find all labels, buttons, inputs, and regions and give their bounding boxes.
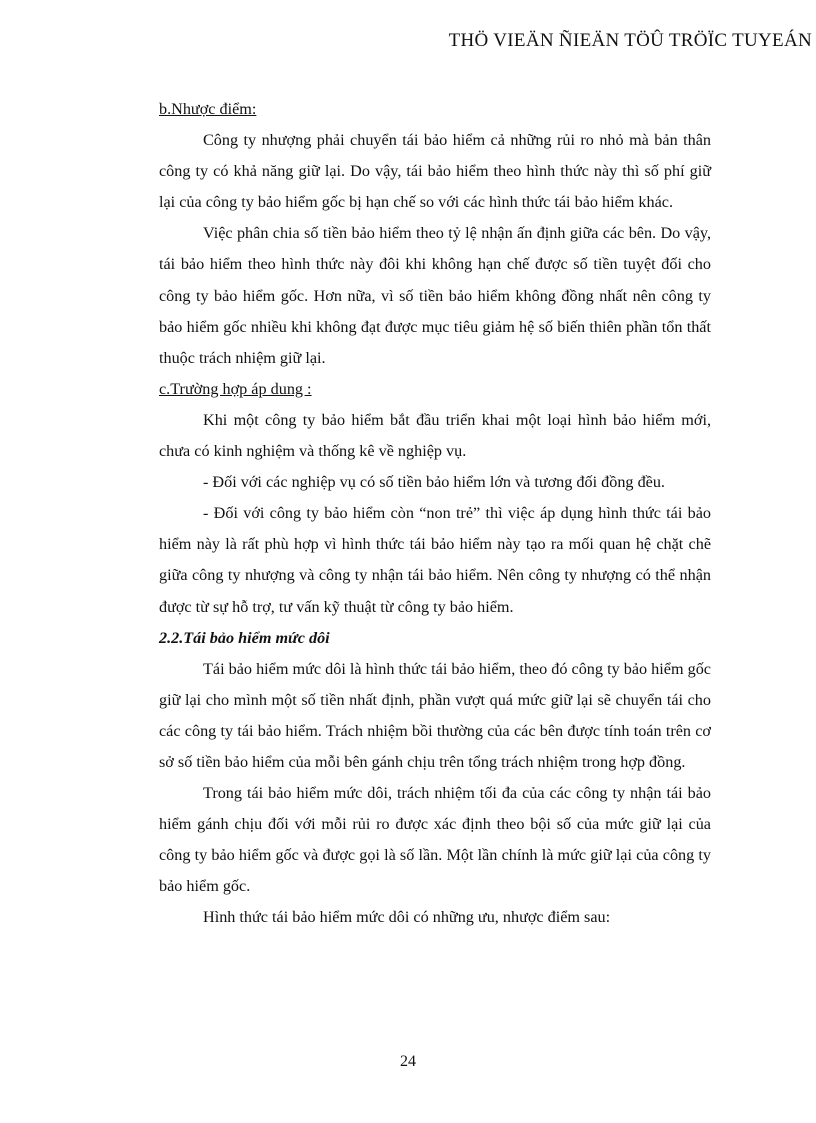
paragraph: Tái bảo hiểm mức dôi là hình thức tái bảo hiểm, theo đó công ty bảo hiểm gốc giữ lại cho mình một số tiền nhất định, phần vượt quá mức giữ lại sẽ chuyển tái cho các công ty tái bảo hiểm. Trách nhiệm bồi thường của các bên được tính toán trên cơ sở số tiền bảo hiểm của mỗi bên gánh chịu trên tổng trách nhiệm trong hợp đồng. — [159, 659, 711, 771]
paragraph: Trong tái bảo hiểm mức dôi, trách nhiệm tối đa của các công ty nhận tái bảo hiểm gánh chịu đối với mỗi rủi ro được xác định theo bội số của mức giữ lại của công ty bảo hiểm gốc và được gọi là số lần. Một lần chính là mức giữ lại của công ty bảo hiểm gốc. — [159, 784, 711, 896]
paragraph: Khi một công ty bảo hiểm bắt đầu triển khai một loại hình bảo hiểm mới, chưa có kinh nghiệm và thống kê về nghiệp vụ. — [159, 410, 711, 461]
paragraph: Việc phân chia số tiền bảo hiểm theo tỷ lệ nhận ấn định giữa các bên. Do vậy, tái bảo hiểm theo hình thức này đôi khi không hạn chế được số tiền tuyệt đối cho công ty bảo hiểm gốc. Hơn nữa, vì số tiền bảo hiểm không đồng nhất nên công ty bảo hiểm gốc nhiều khi không đạt được mục tiêu giảm hệ số biến thiên phần tổn thất thuộc trách nhiệm giữ lại. — [159, 224, 711, 367]
paragraph: Công ty nhượng phải chuyển tái bảo hiểm cả những rủi ro nhỏ mà bản thân công ty có khả năng giữ lại. Do vậy, tái bảo hiểm theo hình thức này thì số phí giữ lại của công ty bảo hiểm gốc bị hạn chế so với các hình thức tái bảo hiểm khác. — [159, 131, 711, 212]
document-body — [159, 94, 711, 934]
paragraph: Hình thức tái bảo hiểm mức dôi có những ưu, nhược điểm sau: — [203, 908, 611, 927]
subheading-disadvantages: b.Nhược điểm: — [159, 100, 257, 118]
page-number: 24 — [400, 1053, 416, 1070]
paragraph: - Đối với công ty bảo hiểm còn “non trẻ” thì việc áp dụng hình thức tái bảo hiểm này là rất phù hợp vì hình thức tái bảo hiểm này tạo ra mối quan hệ chặt chẽ giữa công ty nhượng và công ty nhận tái bảo hiểm. Nên công ty nhượng có thể nhận được từ sự hỗ trợ, tư vấn kỹ thuật từ công ty bảo hiểm. — [159, 504, 711, 616]
subheading-applicable-cases: c.Trường hợp áp dung : — [159, 379, 312, 398]
section-heading-2-2: 2.2.Tái bảo hiểm mức dôi — [159, 628, 330, 647]
running-header: THÖ VIEÄN ÑIEÄN TÖÛ TRÖÏC TUYEÁN — [448, 30, 812, 51]
paragraph: - Đối với các nghiệp vụ có số tiền bảo hiểm lớn và tương đối đồng đều. — [203, 473, 665, 492]
